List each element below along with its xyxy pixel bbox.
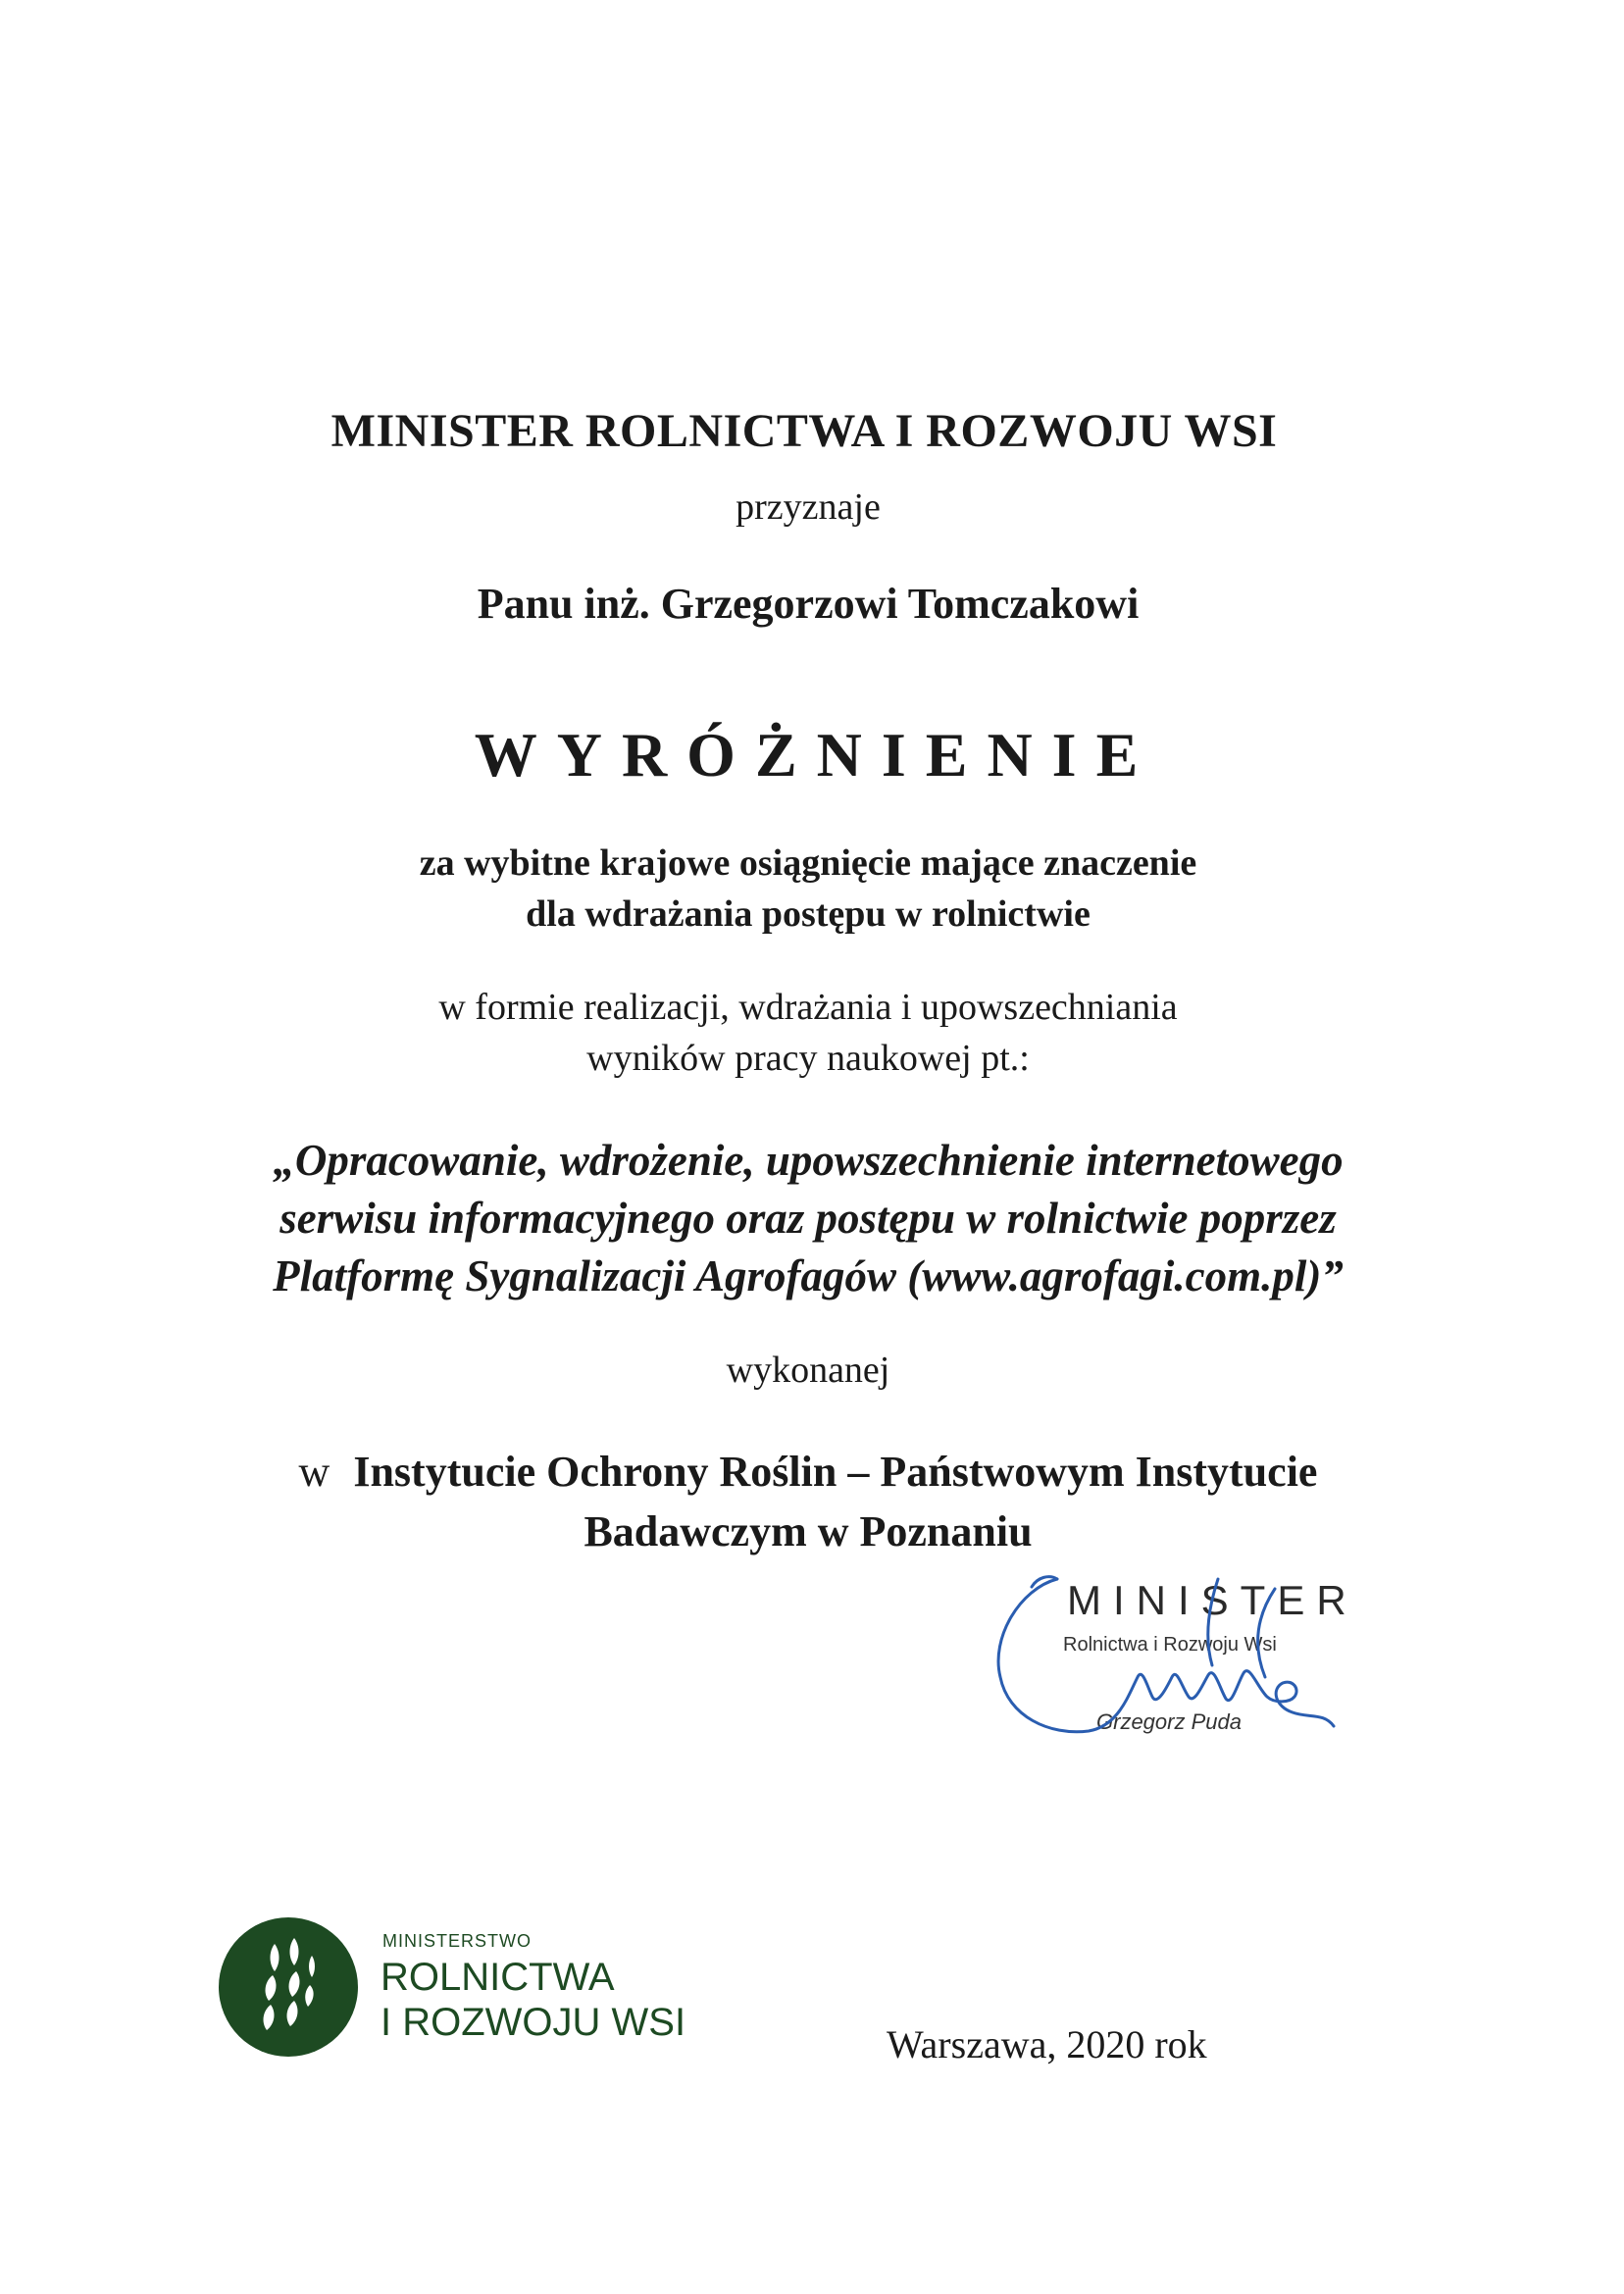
ministry-logo: [214, 1912, 704, 2060]
award-title: WYRÓŻNIENIE: [474, 720, 1158, 790]
award-form-line-1: w formie realizacji, wdrażania i upowszechniania: [438, 987, 1178, 1028]
signature-stamp: [981, 1559, 1358, 1756]
award-reason-line-2: dla wdrażania postępu w rolnictwie: [526, 893, 1091, 935]
wheat-ear-icon: [218, 1916, 359, 2058]
place-and-date: Warszawa, 2020 rok: [887, 2022, 1207, 2066]
award-reason-line-1: za wybitne krajowe osiągnięcie mające znaczenie: [419, 842, 1197, 884]
institute-line-1: [0, 1447, 1620, 1497]
work-title-line-1: „Opracowanie, wdrożenie, upowszechnienie internetowego: [273, 1136, 1344, 1185]
institute-prefix: w: [298, 1448, 330, 1496]
issuer-heading: MINISTER ROLNICTWA I ROZWOJU WSI: [330, 405, 1278, 457]
institute-line-2: Badawczym w Poznaniu: [584, 1507, 1033, 1555]
logo-line-2: I ROZWOJU WSI: [381, 2001, 686, 2044]
stamp-name: Grzegorz Puda: [1096, 1709, 1242, 1734]
stamp-title: MINISTER: [1067, 1577, 1358, 1623]
logo-line-1: ROLNICTWA: [381, 1956, 615, 1999]
work-title-line-3: Platformę Sygnalizacji Agrofagów (www.agrofagi.com.pl)”: [273, 1251, 1344, 1300]
executed-text: wykonanej: [726, 1350, 890, 1391]
grants-text: przyznaje: [736, 486, 881, 528]
logo-ministry-label: MINISTERSTWO: [382, 1931, 532, 1951]
award-form-line-2: wyników pracy naukowej pt.:: [586, 1038, 1030, 1079]
recipient-name: Panu inż. Grzegorzowi Tomczakowi: [477, 580, 1140, 628]
stamp-subtitle: Rolnictwa i Rozwoju Wsi: [1063, 1634, 1277, 1656]
institute-name-part-1: Instytucie Ochrony Roślin – Państwowym Instytucie: [353, 1448, 1318, 1496]
handwritten-signature-icon: [981, 1559, 1344, 1756]
work-title-line-2: serwisu informacyjnego oraz postępu w rolnictwie poprzez: [279, 1194, 1337, 1243]
